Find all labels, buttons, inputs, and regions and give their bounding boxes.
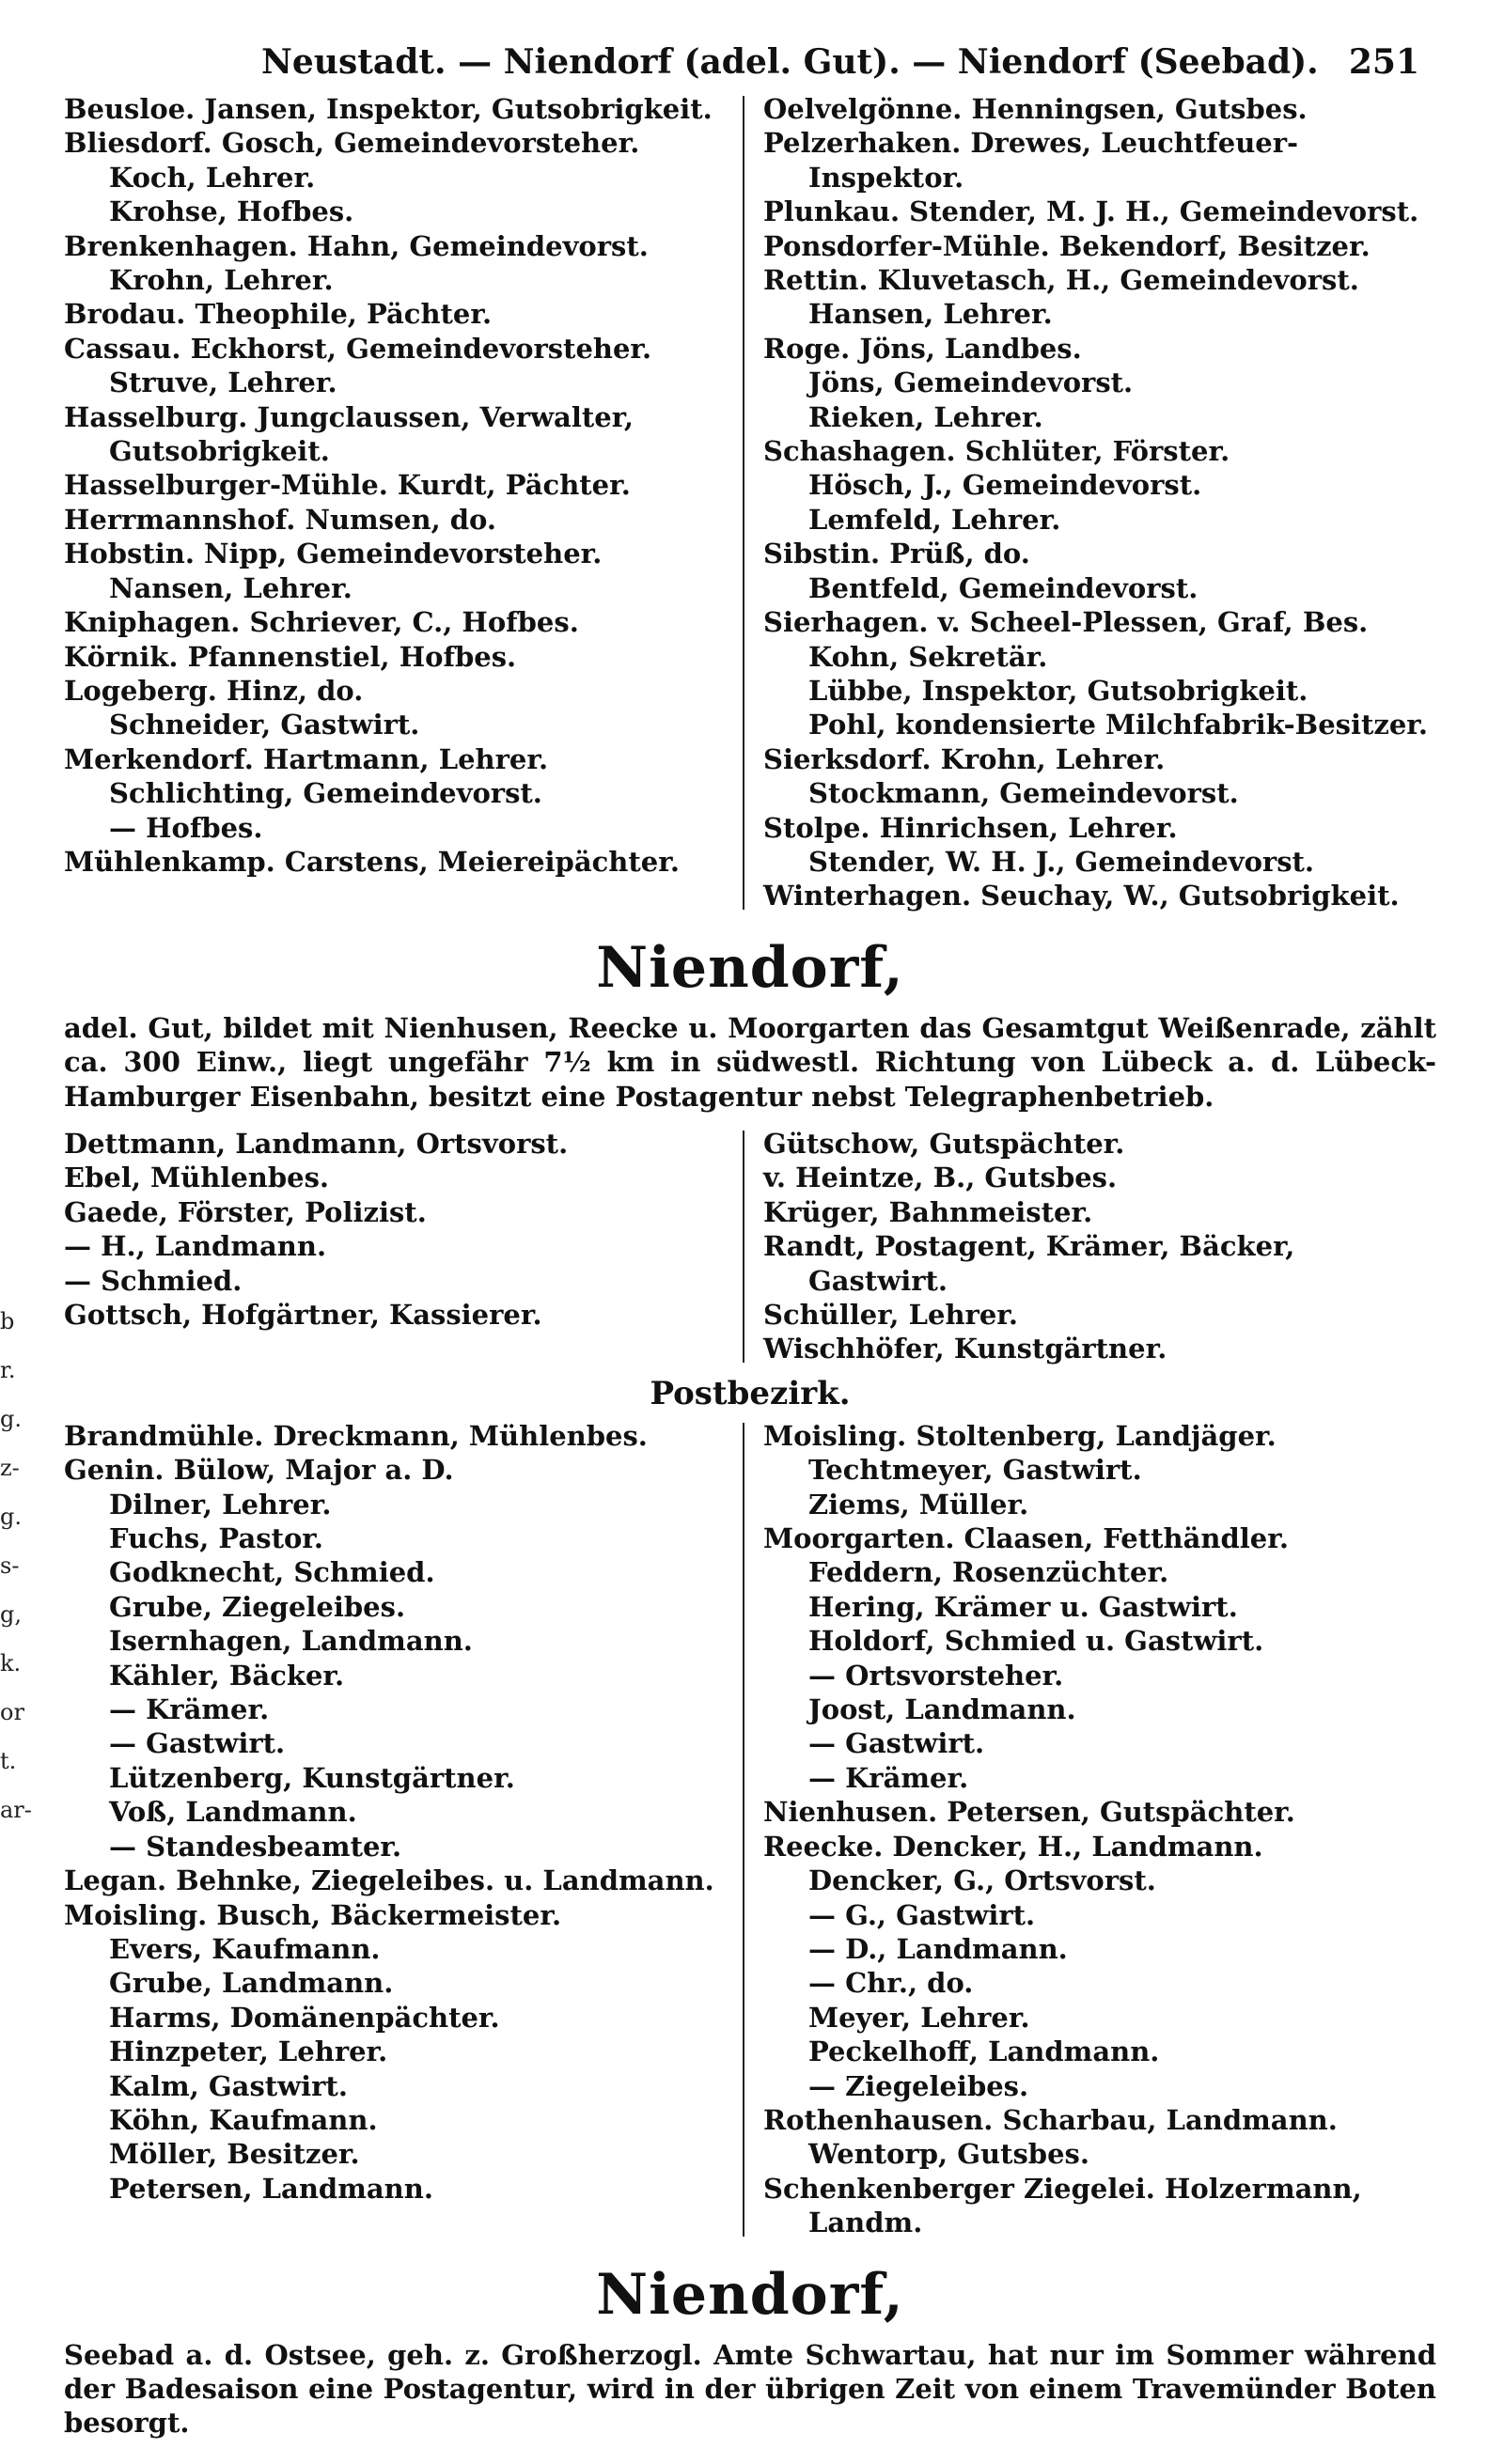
directory-entry: Petersen, Landmann. — [109, 2172, 433, 2205]
margin-fragment: z- — [0, 1455, 20, 1481]
directory-entry: Sierksdorf. Krohn, Lehrer. — [763, 742, 1166, 775]
section1-right-column — [750, 92, 1436, 913]
directory-entry: Feddern, Rosenzüchter. — [808, 1556, 1169, 1589]
directory-entry: Köhn, Kaufmann. — [109, 2103, 378, 2136]
directory-entry: Krüger, Bahnmeister. — [763, 1195, 1093, 1228]
directory-entry: Peckelhoff, Landmann. — [808, 2035, 1160, 2068]
directory-entry: Brandmühle. Dreckmann, Mühlenbes. — [64, 1419, 648, 1452]
directory-entry: Lübbe, Inspektor, Gutsobrigkeit. — [808, 674, 1308, 707]
running-head — [64, 34, 1436, 90]
directory-entry: Harms, Domänenpächter. — [109, 2001, 500, 2034]
directory-entry: Beusloe. Jansen, Inspektor, Gutsobrigkeit. — [64, 93, 713, 125]
directory-entry: Evers, Kaufmann. — [109, 1932, 381, 1965]
directory-entry: Schlichting, Gemeindevorst. — [109, 777, 542, 810]
directory-entry: Hobstin. Nipp, Gemeindevorsteher. — [64, 538, 603, 570]
postbezirk-right-column — [750, 1419, 1436, 2240]
directory-entry: Gütschow, Gutspächter. — [763, 1127, 1125, 1160]
directory-entry: Pelzerhaken. Drewes, Leuchtfeuer-Inspektor. — [763, 127, 1299, 194]
directory-entry: Ziems, Müller. — [808, 1488, 1029, 1521]
niendorf-gut-right-column — [750, 1127, 1436, 1366]
directory-entry: Körnik. Pfannenstiel, Hofbes. — [64, 640, 517, 673]
directory-entry: Stender, W. H. J., Gemeindevorst. — [808, 845, 1315, 878]
directory-entry: Wischhöfer, Kunstgärtner. — [763, 1333, 1167, 1365]
directory-entry: Oelvelgönne. Henningsen, Gutsbes. — [763, 93, 1308, 125]
directory-entry: Jöns, Gemeindevorst. — [808, 366, 1134, 399]
directory-entry: — D., Landmann. — [808, 1932, 1068, 1965]
postbezirk-left-column — [64, 1419, 750, 2240]
directory-entry: Bentfeld, Gemeindevorst. — [808, 571, 1198, 604]
directory-entry: Voß, Landmann. — [109, 1796, 357, 1829]
directory-entry: — Chr., do. — [808, 1967, 974, 2000]
niendorf-seebad-description: Seebad a. d. Ostsee, geh. z. Großherzogl. Amte Schwartau, hat nur im Sommer während der Badesaison eine Postagentur, wird in der übrigen Zeit von einem Travemünder Boten besorgt. — [64, 2338, 1436, 2440]
margin-fragment: b — [0, 1308, 15, 1334]
directory-entry: Merkendorf. Hartmann, Lehrer. — [64, 742, 549, 775]
column-divider — [743, 1131, 744, 1363]
margin-fragment: k. — [0, 1650, 22, 1676]
directory-entry: Randt, Postagent, Krämer, Bäcker, Gastwirt. — [763, 1230, 1295, 1297]
directory-entry: Hösch, J., Gemeindevorst. — [808, 469, 1202, 502]
directory-entry: Cassau. Eckhorst, Gemeindevorsteher. — [64, 332, 652, 365]
directory-entry: Schneider, Gastwirt. — [109, 709, 420, 741]
directory-entry: — Ortsvorsteher. — [808, 1659, 1064, 1692]
section1-left-column — [64, 92, 750, 913]
directory-entry: Stockmann, Gemeindevorst. — [808, 777, 1239, 810]
margin-fragment: s- — [0, 1552, 20, 1579]
directory-entry: Rettin. Kluvetasch, H., Gemeindevorst. — [763, 264, 1359, 297]
directory-entry: Ponsdorfer-Mühle. Bekendorf, Besitzer. — [763, 229, 1371, 262]
directory-entry: Isernhagen, Landmann. — [109, 1625, 473, 1658]
directory-entry: Bliesdorf. Gosch, Gemeindevorsteher. — [64, 127, 640, 160]
directory-entry: Moisling. Busch, Bäckermeister. — [64, 1898, 562, 1931]
directory-entry: Kniphagen. Schriever, C., Hofbes. — [64, 606, 579, 639]
directory-entry: Winterhagen. Seuchay, W., Gutsobrigkeit. — [763, 880, 1400, 912]
directory-entry: — Standesbeamter. — [109, 1830, 402, 1863]
directory-entry: Techtmeyer, Gastwirt. — [808, 1454, 1142, 1487]
directory-entry: Krohn, Lehrer. — [109, 264, 334, 297]
margin-fragment: or — [0, 1699, 24, 1725]
directory-entry: Koch, Lehrer. — [109, 161, 316, 194]
niendorf-gut-columns — [64, 1127, 1436, 1366]
directory-entry: Lützenberg, Kunstgärtner. — [109, 1761, 515, 1794]
directory-entry: Sibstin. Prüß, do. — [763, 538, 1030, 570]
section1-columns — [64, 92, 1436, 913]
directory-entry: Nansen, Lehrer. — [109, 571, 352, 604]
directory-entry: Plunkau. Stender, M. J. H., Gemeindevorst. — [763, 195, 1419, 228]
postbezirk-title: Postbezirk. — [650, 1374, 851, 1412]
directory-page — [64, 34, 1436, 2441]
page-number: 251 — [1348, 42, 1419, 82]
directory-entry: Hinzpeter, Lehrer. — [109, 2035, 388, 2068]
directory-entry: — Ziegeleibes. — [808, 2069, 1029, 2102]
directory-entry: Gottsch, Hofgärtner, Kassierer. — [64, 1299, 542, 1331]
margin-fragment: r. — [0, 1357, 16, 1383]
directory-entry: Brenkenhagen. Hahn, Gemeindevorst. — [64, 229, 649, 262]
directory-entry: Struve, Lehrer. — [109, 366, 337, 399]
directory-entry: Schüller, Lehrer. — [763, 1299, 1018, 1331]
directory-entry: — Gastwirt. — [808, 1727, 985, 1760]
directory-entry: — Krämer. — [109, 1693, 270, 1726]
margin-fragment: t. — [0, 1748, 17, 1774]
directory-entry: Krohse, Hofbes. — [109, 195, 354, 228]
directory-entry: Rieken, Lehrer. — [808, 400, 1043, 433]
directory-entry: — H., Landmann. — [64, 1230, 327, 1263]
niendorf-gut-description: adel. Gut, bildet mit Nienhusen, Reecke u. Moorgarten das Gesamtgut Weißenrade, zählt ca. 300 Einw., liegt ungefähr 7½ km in südwestl. Richtung von Lübeck a. d. Lübeck-Hamburger Eisenbahn, besitzt eine Postagentur nebst Telegraphenbetrieb. — [64, 1011, 1436, 1113]
directory-entry: Reecke. Dencker, H., Landmann. — [763, 1830, 1263, 1863]
directory-entry: Legan. Behnke, Ziegeleibes. u. Landmann. — [64, 1864, 714, 1897]
directory-entry: Ebel, Mühlenbes. — [64, 1162, 330, 1194]
directory-entry: Nienhusen. Petersen, Gutspächter. — [763, 1796, 1295, 1829]
directory-entry: Godknecht, Schmied. — [109, 1556, 435, 1589]
directory-entry: Grube, Ziegeleibes. — [109, 1590, 406, 1623]
column-divider — [743, 1423, 744, 2237]
niendorf-gut-title: Niendorf, — [596, 934, 904, 1001]
directory-entry: Wentorp, Gutsbes. — [808, 2138, 1089, 2171]
directory-entry: Hasselburg. Jungclaussen, Verwalter, Gutsobrigkeit. — [64, 400, 634, 468]
column-divider — [743, 96, 744, 910]
directory-entry: Stolpe. Hinrichsen, Lehrer. — [763, 811, 1178, 844]
directory-entry: — Hofbes. — [109, 811, 263, 844]
margin-fragment: ar- — [0, 1797, 32, 1823]
left-margin-fragments — [0, 1297, 32, 1834]
directory-entry: Mühlenkamp. Carstens, Meiereipächter. — [64, 845, 680, 878]
directory-entry: Hasselburger-Mühle. Kurdt, Pächter. — [64, 469, 631, 502]
directory-entry: Kohn, Sekretär. — [808, 640, 1048, 673]
niendorf-seebad-title: Niendorf, — [596, 2261, 904, 2328]
directory-entry: Kähler, Bäcker. — [109, 1659, 345, 1692]
directory-entry: v. Heintze, B., Gutsbes. — [763, 1162, 1118, 1194]
directory-entry: Grube, Landmann. — [109, 1967, 394, 2000]
directory-entry: Brodau. Theophile, Pächter. — [64, 298, 493, 331]
postbezirk-columns — [64, 1419, 1436, 2240]
directory-entry: Hering, Krämer u. Gastwirt. — [808, 1590, 1238, 1623]
directory-entry: Holdorf, Schmied u. Gastwirt. — [808, 1625, 1264, 1658]
directory-entry: Dettmann, Landmann, Ortsvorst. — [64, 1127, 569, 1160]
directory-entry: Logeberg. Hinz, do. — [64, 674, 364, 707]
directory-entry: Lemfeld, Lehrer. — [808, 503, 1061, 536]
directory-entry: Herrmannshof. Numsen, do. — [64, 503, 496, 536]
directory-entry: Möller, Besitzer. — [109, 2138, 360, 2171]
directory-entry: Schashagen. Schlüter, Förster. — [763, 435, 1230, 468]
directory-entry: Schenkenberger Ziegelei. Holzermann, Landm. — [763, 2172, 1362, 2239]
margin-fragment: g. — [0, 1406, 22, 1432]
directory-entry: Sierhagen. v. Scheel-Plessen, Graf, Bes. — [763, 606, 1369, 639]
directory-entry: Roge. Jöns, Landbes. — [763, 332, 1082, 365]
directory-entry: — G., Gastwirt. — [808, 1898, 1036, 1931]
directory-entry: Meyer, Lehrer. — [808, 2001, 1030, 2034]
directory-entry: — Schmied. — [64, 1264, 243, 1297]
directory-entry: Moisling. Stoltenberg, Landjäger. — [763, 1419, 1277, 1452]
directory-entry: Pohl, kondensierte Milchfabrik-Besitzer. — [808, 709, 1429, 741]
directory-entry: Dencker, G., Ortsvorst. — [808, 1864, 1156, 1897]
directory-entry: Gaede, Förster, Polizist. — [64, 1195, 427, 1228]
directory-entry: Joost, Landmann. — [808, 1693, 1076, 1726]
directory-entry: Fuchs, Pastor. — [109, 1522, 324, 1555]
directory-entry: Kalm, Gastwirt. — [109, 2069, 348, 2102]
directory-entry: Dilner, Lehrer. — [109, 1488, 332, 1521]
directory-entry: Rothenhausen. Scharbau, Landmann. — [763, 2103, 1338, 2136]
margin-fragment: g. — [0, 1504, 22, 1530]
directory-entry: — Krämer. — [808, 1761, 969, 1794]
running-title: Neustadt. — Niendorf (adel. Gut). — Niendorf (Seebad). — [261, 42, 1319, 82]
directory-entry: — Gastwirt. — [109, 1727, 286, 1760]
directory-entry: Hansen, Lehrer. — [808, 298, 1053, 331]
directory-entry: Moorgarten. Claasen, Fetthändler. — [763, 1522, 1289, 1555]
margin-fragment: g, — [0, 1601, 22, 1628]
directory-entry: Genin. Bülow, Major a. D. — [64, 1454, 454, 1487]
niendorf-gut-left-column — [64, 1127, 750, 1366]
